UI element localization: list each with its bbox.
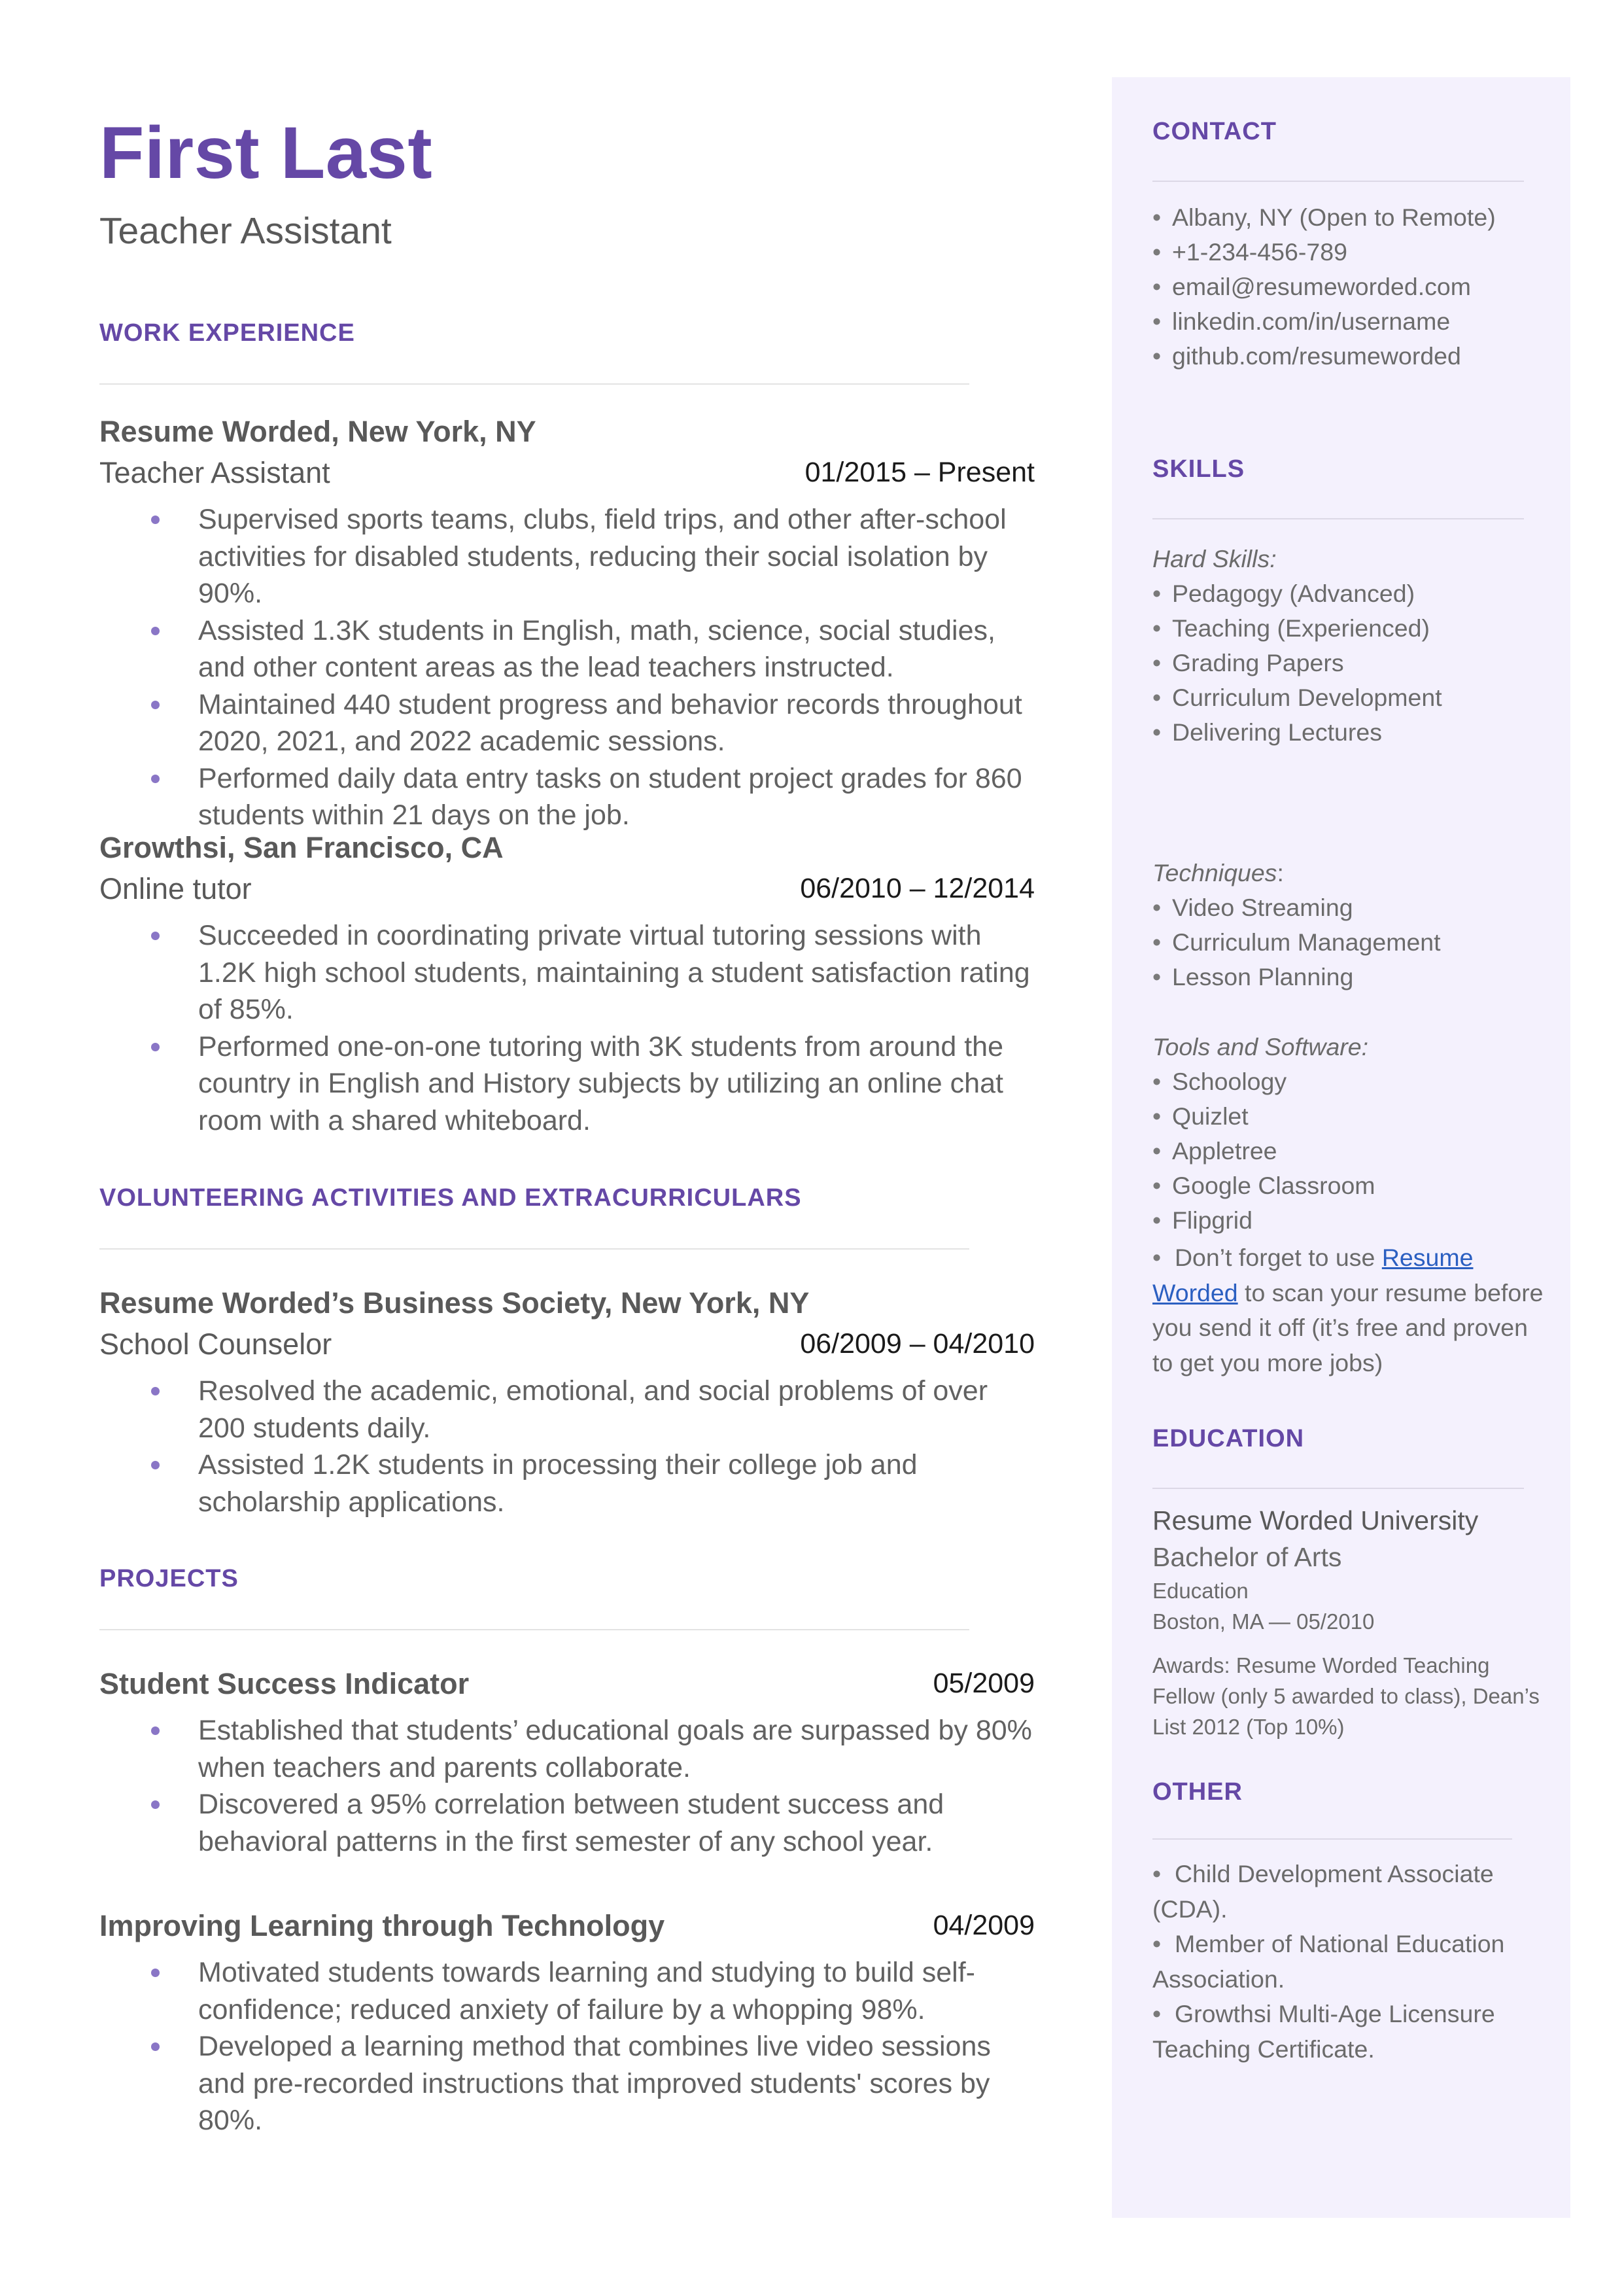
contact-github: • github.com/resumeworded	[1152, 342, 1461, 370]
section-divider	[1152, 1488, 1524, 1489]
contact-location: • Albany, NY (Open to Remote)	[1152, 203, 1496, 231]
section-divider	[1152, 518, 1524, 519]
job-entry	[99, 411, 1035, 834]
tools-label: Tools and Software:	[1152, 1033, 1369, 1060]
education-location-dates: Boston, MA — 05/2010	[1152, 1609, 1375, 1634]
hard-skills-label: Hard Skills:	[1152, 545, 1277, 572]
contact-list	[1152, 200, 1496, 374]
job-entry	[99, 827, 1035, 1139]
other-item: • Growthsi Multi-Age Licensure Teaching Certificate.	[1152, 2000, 1495, 2063]
techniques-label: Techniques:	[1152, 859, 1284, 886]
project-entry	[99, 1905, 1035, 2139]
bullet-dot-icon	[151, 1969, 160, 1977]
tool-item: • Quizlet	[1152, 1102, 1249, 1130]
tools-software	[1152, 1030, 1375, 1238]
bullet-item: Performed daily data entry tasks on student project grades for 860 students within 21 days on the job.	[99, 760, 1035, 834]
education-heading: EDUCATION	[1152, 1425, 1305, 1452]
other-item: • Member of National Education Association.	[1152, 1930, 1505, 1993]
bullet-item: Performed one-on-one tutoring with 3K students from around the country in English and History subjects by utilizing an online chat room with a shared whiteboard.	[99, 1028, 1035, 1140]
other-item: • Child Development Associate (CDA).	[1152, 1860, 1494, 1923]
section-divider	[99, 383, 969, 385]
candidate-name: First Last	[99, 112, 433, 194]
volunteering-heading: VOLUNTEERING ACTIVITIES AND EXTRACURRICULARS	[99, 1184, 802, 1212]
bullet-item: Established that students’ educational goals are surpassed by 80% when teachers and parents collaborate.	[99, 1712, 1035, 1786]
bullet-dot-icon	[151, 775, 160, 783]
education-block	[1152, 1502, 1545, 1742]
bullet-item: Resolved the academic, emotional, and social problems of over 200 students daily.	[99, 1373, 1035, 1446]
candidate-title: Teacher Assistant	[99, 210, 392, 252]
education-degree: Bachelor of Arts	[1152, 1542, 1342, 1572]
project-name: Improving Learning through Technology	[99, 1909, 665, 1942]
project-entry	[99, 1663, 1035, 1860]
tool-item: • Google Classroom	[1152, 1172, 1375, 1199]
skill-item: • Grading Papers	[1152, 649, 1344, 676]
contact-linkedin: • linkedin.com/in/username	[1152, 307, 1451, 335]
bullet-item: Maintained 440 student progress and behavior records throughout 2020, 2021, and 2022 academic sessions.	[99, 686, 1035, 760]
tool-item: • Schoology	[1152, 1068, 1287, 1095]
contact-email: • email@resumeworded.com	[1152, 273, 1471, 300]
job-role: Online tutor	[99, 872, 252, 905]
bullet-item: Succeeded in coordinating private virtual tutoring sessions with 1.2K high school students, maintaining a student satisfaction rating of 85%.	[99, 917, 1035, 1028]
project-name: Student Success Indicator	[99, 1667, 470, 1700]
volunteer-dates: 06/2009 – 04/2010	[800, 1328, 1035, 1359]
job-bullets	[99, 501, 1035, 834]
skill-item: • Pedagogy (Advanced)	[1152, 580, 1415, 607]
volunteer-entry	[99, 1282, 1035, 1520]
education-school: Resume Worded University	[1152, 1505, 1479, 1535]
bullet-dot-icon	[151, 1043, 160, 1051]
volunteer-org: Resume Worded’s Business Society, New York, NY	[99, 1286, 810, 1320]
section-divider	[1152, 181, 1524, 182]
projects-heading: PROJECTS	[99, 1565, 239, 1592]
project-date: 05/2009	[933, 1668, 1035, 1699]
project-bullets	[99, 1954, 1035, 2139]
project-bullets	[99, 1712, 1035, 1860]
job-org: Growthsi, San Francisco, CA	[99, 831, 504, 864]
job-dates: 06/2010 – 12/2014	[800, 873, 1035, 904]
bullet-item: Discovered a 95% correlation between student success and behavioral patterns in the first semester of any school year.	[99, 1786, 1035, 1860]
other-heading: OTHER	[1152, 1778, 1243, 1806]
techniques	[1152, 856, 1441, 994]
tool-item: • Flipgrid	[1152, 1206, 1253, 1234]
skill-item: • Teaching (Experienced)	[1152, 614, 1430, 642]
bullet-item: Assisted 1.3K students in English, math, science, social studies, and other content areas as the lead teachers instructed.	[99, 612, 1035, 686]
volunteer-role: School Counselor	[99, 1327, 332, 1361]
contact-heading: CONTACT	[1152, 118, 1277, 145]
technique-item: • Video Streaming	[1152, 894, 1353, 921]
job-dates: 01/2015 – Present	[804, 457, 1035, 488]
hard-skills	[1152, 542, 1442, 750]
skills-heading: SKILLS	[1152, 455, 1245, 483]
bullet-dot-icon	[151, 2042, 160, 2051]
other-list	[1152, 1857, 1538, 2067]
education-field: Education	[1152, 1579, 1249, 1603]
job-bullets	[99, 917, 1035, 1139]
section-divider	[99, 1629, 969, 1630]
technique-item: • Lesson Planning	[1152, 963, 1354, 990]
bullet-dot-icon	[151, 627, 160, 635]
bullet-dot-icon	[151, 701, 160, 709]
section-divider	[1152, 1838, 1512, 1840]
bullet-dot-icon	[151, 1726, 160, 1735]
tool-item: • Appletree	[1152, 1137, 1277, 1165]
bullet-item: Motivated students towards learning and studying to build self-confidence; reduced anxiety of failure by a whopping 98%.	[99, 1954, 1035, 2028]
education-awards: Awards: Resume Worded Teaching Fellow (only 5 awarded to class), Dean’s List 2012 (Top 10%)	[1152, 1653, 1540, 1739]
bullet-item: Developed a learning method that combines live video sessions and pre-recorded instructions that improved students' scores by 80%.	[99, 2028, 1035, 2139]
work-experience-heading: WORK EXPERIENCE	[99, 319, 355, 347]
bullet-dot-icon	[151, 1461, 160, 1469]
sidebar	[1112, 77, 1570, 2218]
project-date: 04/2009	[933, 1910, 1035, 1941]
skill-item: • Delivering Lectures	[1152, 718, 1382, 746]
job-role: Teacher Assistant	[99, 456, 330, 489]
contact-phone: • +1-234-456-789	[1152, 238, 1347, 266]
bullet-dot-icon	[151, 516, 160, 524]
technique-item: • Curriculum Management	[1152, 928, 1441, 956]
resume-worded-link[interactable]: Resume Worded	[1152, 1244, 1474, 1306]
resume-tip: • Don’t forget to use Resume Worded to scan your resume before you send it off (it’s free and proven to get you more jobs)	[1152, 1244, 1544, 1376]
bullet-item: Assisted 1.2K students in processing their college job and scholarship applications.	[99, 1446, 1035, 1520]
bullet-dot-icon	[151, 1387, 160, 1395]
bullet-item: Supervised sports teams, clubs, field trips, and other after-school activities for disabled students, reducing their social isolation by 90%.	[99, 501, 1035, 612]
job-org: Resume Worded, New York, NY	[99, 415, 536, 448]
bullet-dot-icon	[151, 1800, 160, 1809]
volunteer-bullets	[99, 1373, 1035, 1520]
section-divider	[99, 1248, 969, 1250]
skill-item: • Curriculum Development	[1152, 684, 1442, 711]
bullet-dot-icon	[151, 932, 160, 940]
